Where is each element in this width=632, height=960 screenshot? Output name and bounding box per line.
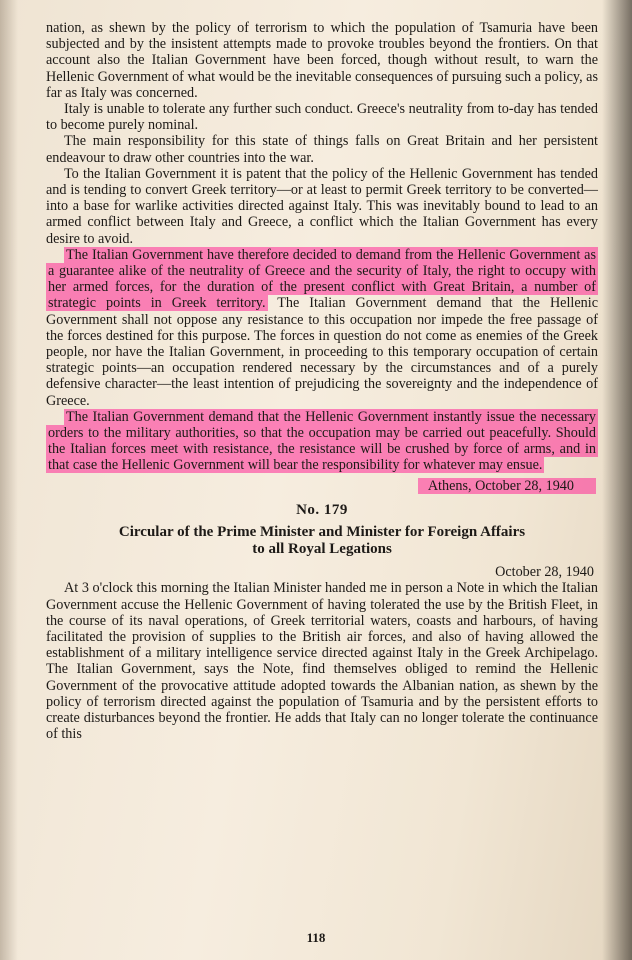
paragraph-5 <box>46 247 598 409</box>
paragraph-2: Italy is unable to tolerate any further such conduct. Greece's neutrality from to-day has tended to become purely nominal. <box>46 101 598 134</box>
dateline <box>46 478 596 494</box>
paragraph-6 <box>46 409 598 474</box>
page-number: 118 <box>306 930 326 945</box>
paragraph-4: To the Italian Government it is patent that the policy of the Hellenic Government has tended and is tending to convert Greek territory—or at least to permit Greek territory to be converted—into a base for warlike activities directed against Italy. This was inevitably bound to lead to an armed conflict between Italy and Greece, a conflict which the Italian Government has every desire to avoid. <box>46 165 598 247</box>
edge-shadow <box>602 0 632 960</box>
paragraph-5-rest: The Italian Government demand that the Hellenic Government shall not oppose any resistance to this occupation nor impede the free passage of the forces destined for this purpose. The forces in question do not come as enemies of the Greek people, nor have the Italian Government, in proceeding to this temporary occupation of certain strategic points—an occupation rendered necessary by the circumstances and of a purely defensive character—the least intention of prejudicing the sovereignty and the independence of Greece. <box>46 295 598 409</box>
highlighted-ultimatum: The Italian Government demand that the Hellenic Government instantly issue the necessary orders to the military authorities, so that the occupation may be carried out peacefully. Should the Italian forces meet with resistance, the resistance will be crushed by force of arms, and in that case the Hellenic Government will bear the responsibility for whatever may ensue. <box>48 408 596 474</box>
paragraph-7: At 3 o'clock this morning the Italian Minister handed me in person a Note in which the Italian Government accuse the Hellenic Government of having tolerated the use by the British Fleet, in the course of its naval operations, of Greek territorial waters, coasts and harbours, of having facilitated the provision of supplies to the British air forces, and also of having allowed the establishment of a military intelligence service directed against Italy in the Greek Archipelago. The Italian Government, says the Note, find themselves obliged to remind the Hellenic Government of the provocative attitude adopted towards the Albanian nation, as shewn by the policy of terrorism directed against the population of Tsamuria and by the persistent efforts to create disturbances beyond the frontier. He adds that Italy can no longer tolerate the continuance of this <box>46 580 598 743</box>
highlighted-demand: The Italian Government have therefore decided to demand from the Hellenic Government as a guarantee alike of the neutrality of Greece and the security of Italy, the right to occupy with her armed forces, for the duration of the present conflict with Great Britain, a number of strategic points in Greek territory. <box>48 246 596 312</box>
document-number: No. 179 <box>296 501 348 518</box>
page-text <box>46 20 598 742</box>
highlighted-dateline: Athens, October 28, 1940 <box>418 478 596 494</box>
heading-line-2: to all Royal Legations <box>252 541 392 558</box>
heading-line-1: Circular of the Prime Minister and Minister for Foreign Affairs <box>118 524 526 541</box>
paragraph-3: The main responsibility for this state of things falls on Great Britain and her persistent endeavour to draw other countries into the war. <box>46 133 598 166</box>
gutter-shadow <box>0 0 18 960</box>
paragraph-1: nation, as shewn by the policy of terrorism to which the population of Tsamuria have been subjected and by the insistent attempts made to provoke troubles beyond the frontiers. On that account also the Italian Government have been forced, though without result, to warn the Hellenic Government of what would be the inevitable consequences of pursuing such a policy, as far as Italy was concerned. <box>46 20 598 101</box>
document-heading <box>46 524 598 558</box>
document-date: October 28, 1940 <box>495 564 594 581</box>
